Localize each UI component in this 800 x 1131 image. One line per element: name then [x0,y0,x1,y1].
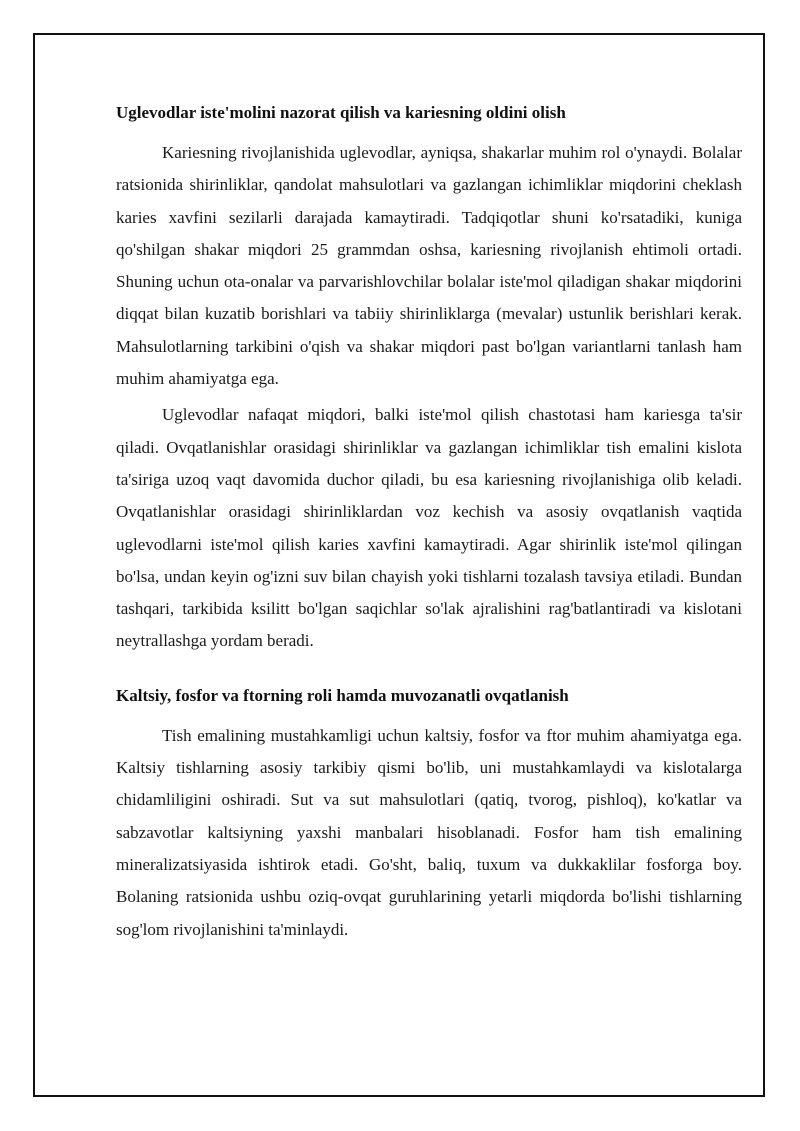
body-paragraph: Kariesning rivojlanishida uglevodlar, ayniqsa, shakarlar muhim rol o'ynaydi. Bolalar ratsionida shirinliklar, qandolat mahsulotlari va gazlangan ichimliklar miqdorini cheklash karies xavfini sezilarli darajada kamaytiradi. Tadqiqotlar shuni ko'rsatadiki, kuniga qo'shilgan shakar miqdori 25 grammdan oshsa, kariesning rivojlanish ehtimoli ortadi. Shuning uchun ota-onalar va parvarishlovchilar bolalar iste'mol qiladigan shakar miqdorini diqqat bilan kuzatib borishlari va tabiiy shirinliklarga (mevalar) ustunlik berishlari kerak. Mahsulotlarning tarkibini o'qish va shakar miqdori past bo'lgan variantlarni tanlash ham muhim ahamiyatga ega. [116,143,742,389]
section-heading: Kaltsiy, fosfor va ftorning roli hamda muvozanatli ovqatlanish [116,685,569,705]
section-carbohydrate-control [116,97,742,658]
section-minerals-nutrition [116,680,742,946]
body-paragraph: Uglevodlar nafaqat miqdori, balki iste'mol qilish chastotasi ham kariesga ta'sir qiladi. Ovqatlanishlar orasidagi shirinliklar va gazlangan ichimliklar tish emalini kislota ta'siriga uzoq vaqt davomida duchor qiladi, bu esa kariesning rivojlanishiga olib keladi. Ovqatlanishlar orasidagi shirinliklardan voz kechish va asosiy ovqatlanish vaqtida uglevodlarni iste'mol qilish karies xavfini kamaytiradi. Agar shirinlik iste'mol qilingan bo'lsa, undan keyin og'izni suv bilan chayish yoki tishlarni tozalash tavsiya etiladi. Bundan tashqari, tarkibida ksilitt bo'lgan saqichlar so'lak ajralishini rag'batlantiradi va kislotani neytrallashga yordam beradi. [116,405,742,651]
document-body [116,96,742,946]
body-paragraph: Tish emalining mustahkamligi uchun kaltsiy, fosfor va ftor muhim ahamiyatga ega. Kaltsiy tishlarning asosiy tarkibiy qismi bo'lib, uni mustahkamlaydi va kislotalarga chidamliligini oshiradi. Sut va sut mahsulotlari (qatiq, tvorog, pishloq), ko'katlar va sabzavotlar kaltsiyning yaxshi manbalari hisoblanadi. Fosfor ham tish emalining mineralizatsiyasida ishtirok etadi. Go'sht, baliq, tuxum va dukkaklilar fosforga boy. Bolaning ratsionida ushbu oziq-ovqat guruhlarining yetarli miqdorda bo'lishi tishlarning sog'lom rivojlanishini ta'minlaydi. [116,725,742,939]
section-heading: Uglevodlar iste'molini nazorat qilish va kariesning oldini olish [116,103,566,122]
